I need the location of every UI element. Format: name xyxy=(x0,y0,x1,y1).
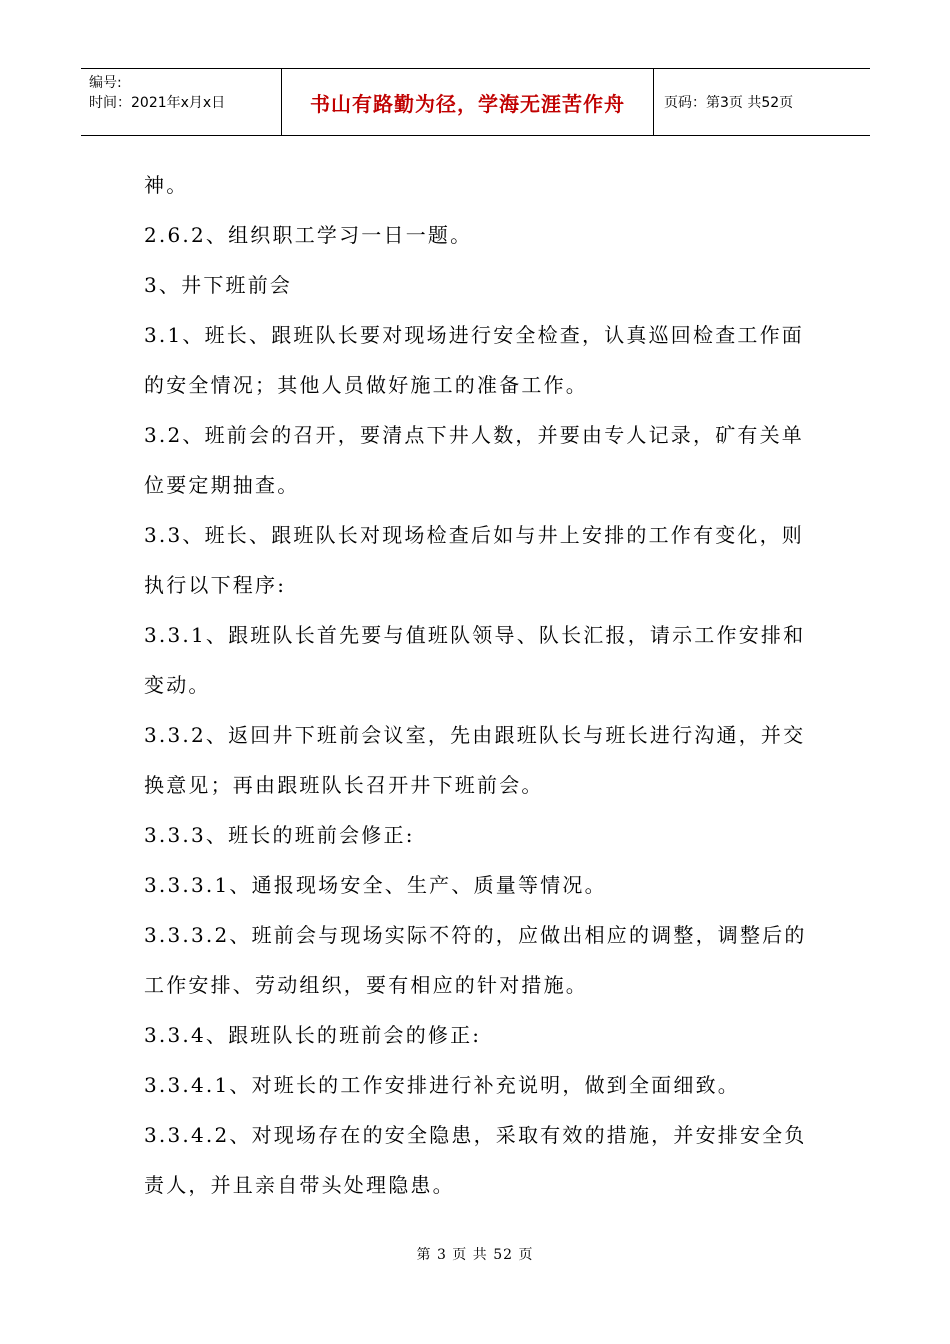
text-line: 神。 xyxy=(144,173,189,197)
text-line: 换意见；再由跟班队长召开井下班前会。 xyxy=(144,773,544,797)
header-page-info: 页码：第3页 共52页 xyxy=(664,95,794,111)
text-line: 3.3.4.2、对现场存在的安全隐患，采取有效的措施，并安排安全负 xyxy=(144,1123,807,1147)
header-info-cell xyxy=(81,69,282,135)
text-line: 变动。 xyxy=(144,673,211,697)
text-line: 3.2、班前会的召开，要清点下井人数，并要由专人记录，矿有关单 xyxy=(144,423,805,447)
text-line: 3.3、班长、跟班队长对现场检查后如与井上安排的工作有变化，则 xyxy=(144,523,805,547)
text-line: 3.3.4.1、对班长的工作安排进行补充说明，做到全面细致。 xyxy=(144,1073,740,1097)
text-line: 工作安排、劳动组织，要有相应的针对措施。 xyxy=(144,973,588,997)
text-line: 执行以下程序: xyxy=(144,573,287,597)
text-line: 的安全情况；其他人员做好施工的准备工作。 xyxy=(144,373,588,397)
text-line: 3.3.2、返回井下班前会议室，先由跟班队长与班长进行沟通，并交 xyxy=(144,723,806,747)
document-body xyxy=(144,160,809,1210)
text-line: 3.3.3、班长的班前会修正: xyxy=(144,823,415,847)
text-line: 3.3.3.2、班前会与现场实际不符的，应做出相应的调整，调整后的 xyxy=(144,923,807,947)
text-line: 责人，并且亲自带头处理隐患。 xyxy=(144,1173,455,1197)
header-page-cell xyxy=(654,69,870,135)
header-table xyxy=(81,68,870,136)
text-line: 2.6.2、组织职工学习一日一题。 xyxy=(144,223,473,247)
header-motto: 书山有路勤为径，学海无涯苦作舟 xyxy=(310,91,625,116)
text-line: 位要定期抽查。 xyxy=(144,473,300,497)
text-line: 3.3.1、跟班队长首先要与值班队领导、队长汇报，请示工作安排和 xyxy=(144,623,806,647)
page-footer: 第 3 页 共 52 页 xyxy=(416,1247,534,1263)
text-line: 3.1、班长、跟班队长要对现场进行安全检查，认真巡回检查工作面 xyxy=(144,323,805,347)
document-number-label: 编号: xyxy=(89,75,122,91)
header-motto-cell xyxy=(282,69,654,135)
text-line: 3.3.4、跟班队长的班前会的修正: xyxy=(144,1023,482,1047)
text-line: 3.3.3.1、通报现场安全、生产、质量等情况。 xyxy=(144,873,607,897)
section-heading: 3、井下班前会 xyxy=(144,273,293,297)
document-date-label: 时间：2021年x月x日 xyxy=(89,95,226,111)
